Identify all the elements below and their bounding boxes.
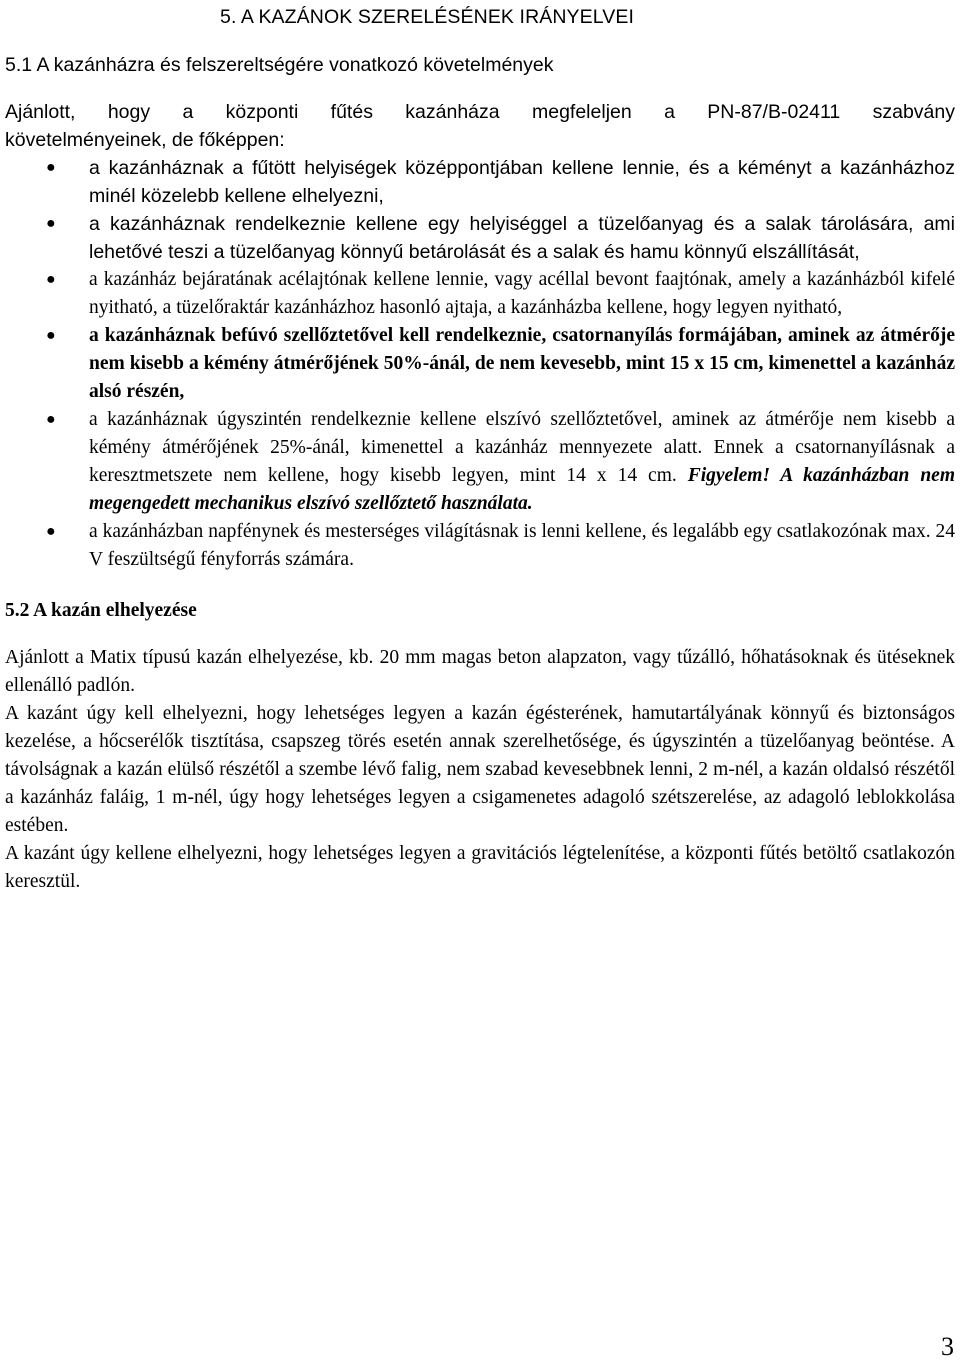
body-paragraph: A kazánt úgy kellene elhelyezni, hogy lehetséges legyen a gravitációs légtelenítése, a központi fűtés betöltő csatlakozón keresztül. [5,843,955,892]
intro-paragraph [5,98,955,154]
section-title-5-2: 5.2 A kazán elhelyezése [5,600,197,621]
list-item-text: a kazánháznak a fűtött helyiségek középpontjában kellene lennie, és a kéményt a kazánházhoz minél közelebb kellene elhelyezni, [89,157,955,207]
intro-line-2: követelményeinek, de főképpen: [5,129,285,151]
list-item-text: a kazánház bejáratának acélajtónak kellene lennie, vagy acéllal bevont faajtónak, amely a kazánházból kifelé nyitható, a tüzelőraktár kazánházhoz hasonló ajtaja, a kazánházba kellene, hogy legyen nyitható, [89,269,955,318]
list-item [5,406,955,518]
body-paragraph: A kazánt úgy kell elhelyezni, hogy lehetséges legyen a kazán égésterének, hamutartályának könnyű és biztonságos kezelése, a hőcserélők tisztítása, csapszeg törés esetén annak szerelhetősége, és úgyszintén a tüzelőanyag beöntése. A távolságnak a kazán elülső részétől a szembe lévő falig, nem szabad kevesebbnek lenni, 2 m-nél, a kazán oldalsó részétől a kazánház faláig, 1 m-nél, úgy hogy lehetséges legyen a csigamenetes adagoló szétszerelése, az adagoló leblokkolása estében. [5,703,955,836]
intro-line-1: Ajánlott, hogy a központi fűtés kazánháza megfeleljen a PN-87/B-02411 szabvány [5,101,955,123]
bullet-icon: ● [46,215,56,232]
list-item [5,518,955,574]
list-item [5,322,955,406]
warning-text: Figyelem! A kazánházban nem megengedett mechanikus elszívó szellőztető használata. [89,465,956,514]
list-item [5,210,955,266]
bullet-icon: ● [46,159,56,176]
document-page [5,0,955,896]
bullet-icon: ● [46,523,56,540]
page-number: 3 [941,1332,954,1361]
list-item-text: a kazánházban napfénynek és mesterséges világításnak is lenni kellene, és legalább egy csatlakozónak max. 24 V feszültségű fényforrás számára. [89,521,955,570]
body-paragraph: Ajánlott a Matix típusú kazán elhelyezése, kb. 20 mm magas beton alapzaton, vagy tűzálló, hőhatásoknak és ütéseknek ellenálló padlón. [5,647,955,696]
chapter-title: 5. A KAZÁNOK SZERELÉSÉNEK IRÁNYELVEI [220,6,634,28]
bullet-icon: ● [46,271,56,288]
requirements-list [5,154,955,574]
bullet-icon: ● [46,411,56,428]
list-item-text: a kazánháznak befúvó szellőztetővel kell rendelkeznie, csatornanyílás formájában, aminek az átmérője nem kisebb a kémény átmérőjének 50%-ánál, de nem kevesebb, mint 15 x 15 cm, kimenettel a kazánház alsó részén, [89,325,955,402]
list-item [5,266,955,322]
list-item [5,154,955,210]
bullet-icon: ● [46,327,56,344]
list-item-text: a kazánháznak rendelkeznie kellene egy helyiséggel a tüzelőanyag és a salak tárolására, ami lehetővé teszi a tüzelőanyag könnyű betárolását és a salak és hamu könnyű elszállítását, [89,213,955,263]
list-item-text: a kazánháznak úgyszintén rendelkeznie kellene elszívó szellőztetővel, aminek az átmérője nem kisebb a kémény átmérőjének 25%-ánál, kimenettel a kazánház mennyezete alatt. Ennek a csatornanyílásnak a keresztmetszete nem kellene, hogy kisebb legyen, mint 14 x 14 cm. [89,409,955,486]
section-title-5-1: 5.1 A kazánházra és felszereltségére vonatkozó követelmények [5,54,554,76]
